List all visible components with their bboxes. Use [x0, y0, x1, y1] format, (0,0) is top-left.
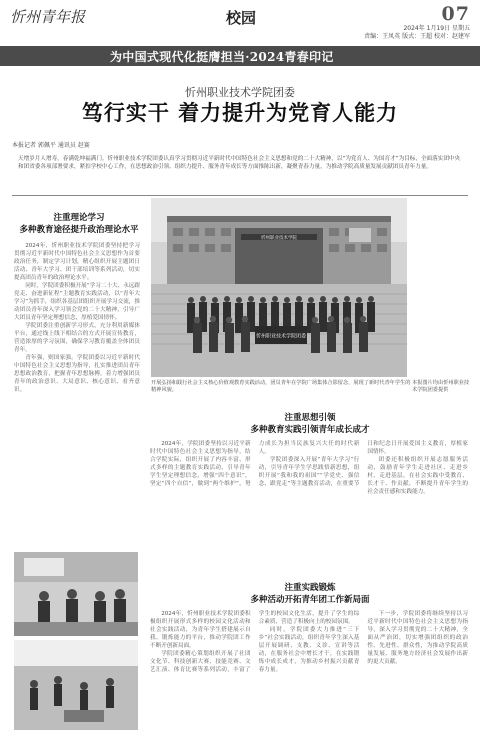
- paragraph: 同时，学院团委大力推进“三下乡”社会实践活动，组织青年学生深入基层开展调研、支教、义诊、宣讲等活动，在服务社会中增长才干，在实践锻炼中成长成才，为推动乡村振兴贡献青春力量。: [258, 627, 360, 673]
- section-title-line: 多种教育实践引领青年成长成才: [250, 425, 370, 435]
- section-title-line: 多种活动开拓青年团工作新局面: [250, 595, 370, 605]
- section-title-line: 注重实践锻炼: [284, 583, 336, 593]
- photo-credit: 本报图片均由忻州职业技术学院团委提供: [412, 380, 470, 393]
- article-lede: 天增岁月人增寿，春满乾坤福满门。忻州职业技术学院团委认真学习贯彻习近平新时代中国特色社会主义思想和党的二十大精神，以“为党育人、为国育才”为目标，全面落实团中央和团省委各项部署要求，紧扣学校中心工作，在思想政治引领、组织力提升、服务青年成长等方面推陈出新，凝聚青春力量，为推动学院高质量发展贡献团员青年力量。: [18, 156, 461, 170]
- main-photo-caption: 开展弘扬和践行社会主义核心价值观教育实践活动，团员青年在学院广场集体合影留念，展现了新时代青年学生的精神风貌。: [151, 380, 411, 393]
- article-kicker: 忻州职业技术学院团委: [185, 86, 295, 99]
- paragraph: 2024年，忻州职业技术学院团委坚持把学习贯彻习近平新时代中国特色社会主义思想作为首要政治任务，制定学习计划，精心组织开展主题团日活动、青年大学习、团干部培训等系列活动，切实提高团员青年的政治理论水平。: [14, 243, 140, 281]
- building-sign: 忻州职业技术学院: [261, 236, 297, 241]
- classroom-photo-illustration: [14, 552, 138, 636]
- section-name: 校园: [226, 9, 257, 27]
- section-heading: [14, 212, 144, 236]
- section-title-line: 注重思想引领: [284, 413, 336, 423]
- article-byline: 本报记者 郭佩平 通讯员 赵赛: [12, 142, 90, 149]
- text-column: [14, 242, 140, 532]
- section-title-line: 注重理论学习: [53, 213, 105, 223]
- paragraph: 2024年，学院团委坚持以习近平新时代中国特色社会主义思想为指导，结合学院实际，组织开展了内容丰富、形式多样的主题教育实践活动，引导青年学生坚定理想信念，增强“四个意识”，坚定“四个自信”，做到“两个维护”，努力成长为担当民族复兴大任的时代新人。: [150, 441, 360, 487]
- paragraph: 同时，学院团委积极开展“学习二十大、永远跟党走、奋进新征程”主题教育实践活动，以“青年大学习”为抓手，组织各基层团组织开展学习交流，推动团员青年深入学习领会党的二十大精神，引导广大团员青年坚定理想信念，厚植爱国情怀。: [14, 283, 140, 321]
- dateline: [364, 25, 470, 41]
- text-column: [150, 440, 468, 575]
- paragraph: 下一步，学院团委将继续坚持以习近平新时代中国特色社会主义思想为指导，深入学习贯彻党的二十大精神，全面从严治团，切实增强团组织的政治性、先进性、群众性，为推动学院高质量发展、服务地方经济社会发展作出新的更大贡献。: [367, 611, 468, 665]
- outdoor-photo-illustration: [14, 640, 138, 730]
- activity-photo-2: [14, 640, 138, 730]
- banner-slogan: 为中国式现代化挺膺担当·2024青春印记: [110, 50, 334, 64]
- paragraph: 2024年，忻州职业技术学院团委积极组织开展形式多样的校园文化活动和社会实践活动，为青年学生搭建展示自我、锻炼能力的平台，推动学院团工作不断开创新局面。: [150, 611, 251, 649]
- divider: [12, 195, 468, 196]
- paragraph: 学院团委精心策划组织开展了社团文化节、科技创新大赛、技能竞赛、文艺汇演、体育比赛等系列活动，丰富了学生的校园文化生活，提升了学生的综合素质，营造了积极向上的校园氛围。: [150, 611, 360, 673]
- main-photo: [151, 198, 407, 377]
- section-heading: [160, 412, 460, 436]
- masthead: [0, 0, 480, 66]
- paragraph: 青年强，则国家强。学院团委以习近平新时代中国特色社会主义思想为指导，扎实推进团员青年思想政治教育，把握青年思想脉搏，着力增强团员青年的政治意识、大局意识、核心意识、看齐意识。: [14, 355, 140, 393]
- page-number: 07: [441, 3, 470, 25]
- paragraph: 团委还积极组织开展志愿服务活动，鼓励青年学生走进社区、走进乡村、走进基层，在社会实践中受教育、长才干、作贡献，不断提升青年学生的社会责任感和实践能力。: [367, 457, 468, 495]
- date-line: 2024年 1月19日 星期五: [403, 25, 470, 32]
- editors-line: 责编：王凤英 版式：王超 校对：赵建军: [364, 33, 470, 40]
- section-heading: [160, 582, 460, 606]
- paragraph: 学院团委注重创新学习形式，充分利用新媒体平台，通过线上线下相结合的方式开展宣传教育，营造浓厚的学习氛围，确保学习教育覆盖全体团员青年。: [14, 323, 140, 353]
- text-column: [150, 610, 468, 738]
- paragraph: 学院团委深入开展“青年大学习”行动，引导青年学生学思践悟新思想，组织开展“我和我的祖国”“学党史、强信念、跟党走”等主题教育活动，在重要节日和纪念日开展爱国主义教育，厚植家国情怀。: [258, 441, 468, 487]
- article-headline: 笃行实干 着力提升为党育人能力: [81, 101, 399, 125]
- section-title-line: 多种教育途径提升政治理论水平: [19, 225, 139, 235]
- group-photo-illustration: [151, 198, 407, 377]
- group-banner-text: 忻州职业技术学院团委: [255, 333, 307, 340]
- newspaper-logo: 忻州青年报: [10, 8, 86, 26]
- activity-photo-1: [14, 552, 138, 636]
